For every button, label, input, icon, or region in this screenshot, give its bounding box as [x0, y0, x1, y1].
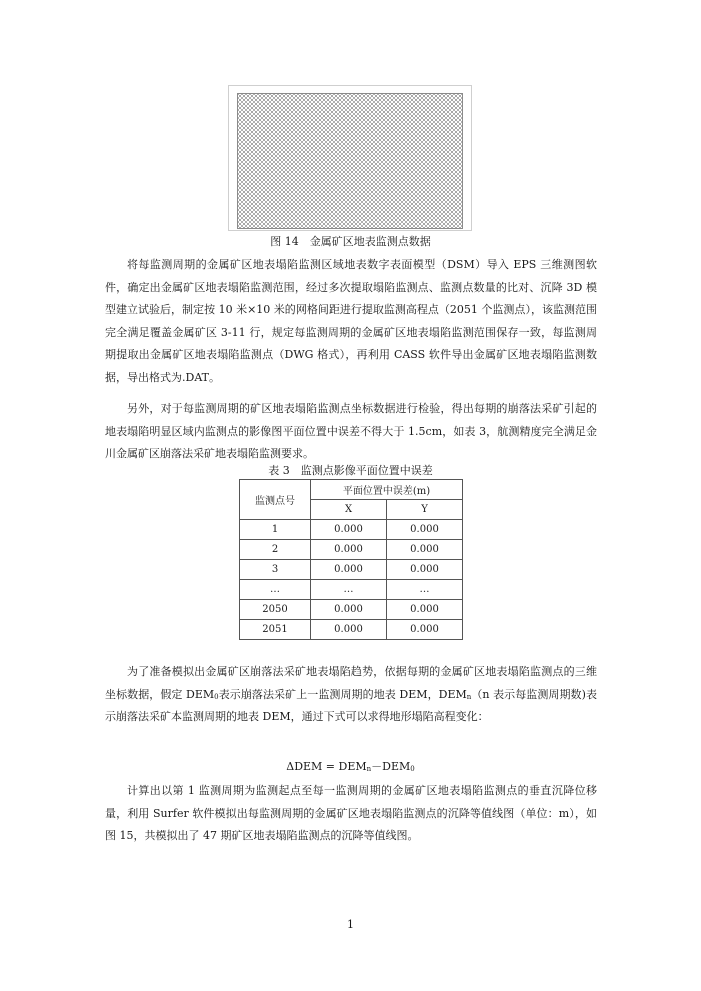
header-group: 平面位置中误差(m) [311, 480, 463, 500]
paragraph-1: 将每监测周期的金属矿区地表塌陷监测区域地表数字表面模型（DSM）导入 EPS 三维测图软件，确定出金属矿区地表塌陷监测范围，经过多次提取塌陷监测点、监测点数量的比对、沉降 3D 模型建立试验后，制定按 10 米×10 米的网格间距进行提取监测高程点（2051 个监测点），该监测范围完全满足覆盖金属矿区 3-11 行，规定每监测周期的金属矿区地表塌陷监测范围保存一致，每监测周期提取出金属矿区地表塌陷监测点（DWG 格式），再利用 CASS 软件导出金属矿区地表塌陷监测数据，导出格式为.DAT。 [105, 258, 597, 384]
table-row [240, 540, 463, 560]
p3-sub-n: n [466, 692, 472, 701]
page-number: 1 [347, 918, 354, 931]
header-y: Y [387, 500, 463, 520]
cell-id: 2 [240, 540, 311, 560]
table-row [240, 600, 463, 620]
formula-b: －DEM [371, 760, 411, 773]
p3-part-c: （n 表示每监测周期数)表示崩落法采矿本监测周期的地表 DEM，通过下式可以求得地形塌陷高程变化： [105, 687, 597, 724]
paragraph-3 [105, 661, 597, 729]
cell-y: 0.000 [387, 540, 463, 560]
formula-sub-0: 0 [410, 765, 415, 773]
cell-x: 0.000 [311, 600, 387, 620]
cell-id: 1 [240, 520, 311, 540]
cell-x: 0.000 [311, 540, 387, 560]
p3-sub-0: 0 [214, 692, 219, 701]
error-table [239, 479, 463, 640]
table-row [240, 520, 463, 540]
p3-part-b: 表示崩落法采矿上一监测周期的地表 DEM，DEM [218, 687, 467, 701]
paragraph-2: 另外，对于每监测周期的矿区地表塌陷监测点坐标数据进行检验，得出每期的崩落法采矿引起的地表塌陷明显区域内监测点的影像图平面位置中误差不得大于 1.5cm，如表 3，航测精度完全满足金川金属矿区崩落法采矿地表塌陷监测要求。 [105, 402, 597, 461]
monitoring-points-plot [237, 93, 463, 229]
formula-sub-n: n [366, 765, 372, 773]
cell-y: 0.000 [387, 520, 463, 540]
cell-x: 0.000 [311, 560, 387, 580]
header-point-id: 监测点号 [240, 480, 311, 520]
figure-caption: 图 14 金属矿区地表监测点数据 [270, 235, 431, 248]
cell-x: 0.000 [311, 520, 387, 540]
table-caption: 表 3 监测点影像平面位置中误差 [268, 464, 433, 477]
cell-y: 0.000 [387, 560, 463, 580]
formula-a: ΔDEM = DEM [286, 760, 367, 773]
cell-id: … [240, 580, 311, 600]
cell-y: 0.000 [387, 600, 463, 620]
cell-id: 3 [240, 560, 311, 580]
cell-x: … [311, 580, 387, 600]
table-row [240, 560, 463, 580]
cell-id: 2050 [240, 600, 311, 620]
figure-14-frame [228, 85, 472, 231]
cell-y: 0.000 [387, 620, 463, 640]
cell-x: 0.000 [311, 620, 387, 640]
paragraph-4: 计算出以第 1 监测周期为监测起点至每一监测周期的金属矿区地表塌陷监测点的垂直沉降位移量，利用 Surfer 软件模拟出每监测周期的金属矿区地表塌陷监测点的沉降等值线图（单位：m），如图 15，共模拟出了 47 期矿区地表塌陷监测点的沉降等值线图。 [105, 784, 597, 843]
table-row [240, 620, 463, 640]
cell-id: 2051 [240, 620, 311, 640]
p3-part-a: 为了准备模拟出金属矿区崩落法采矿地表塌陷趋势，依据每期的金属矿区地表塌陷监测点的三维坐标数据，假定 DEM [105, 665, 597, 701]
formula [0, 758, 701, 774]
cell-y: … [387, 580, 463, 600]
table-row [240, 580, 463, 600]
header-x: X [311, 500, 387, 520]
